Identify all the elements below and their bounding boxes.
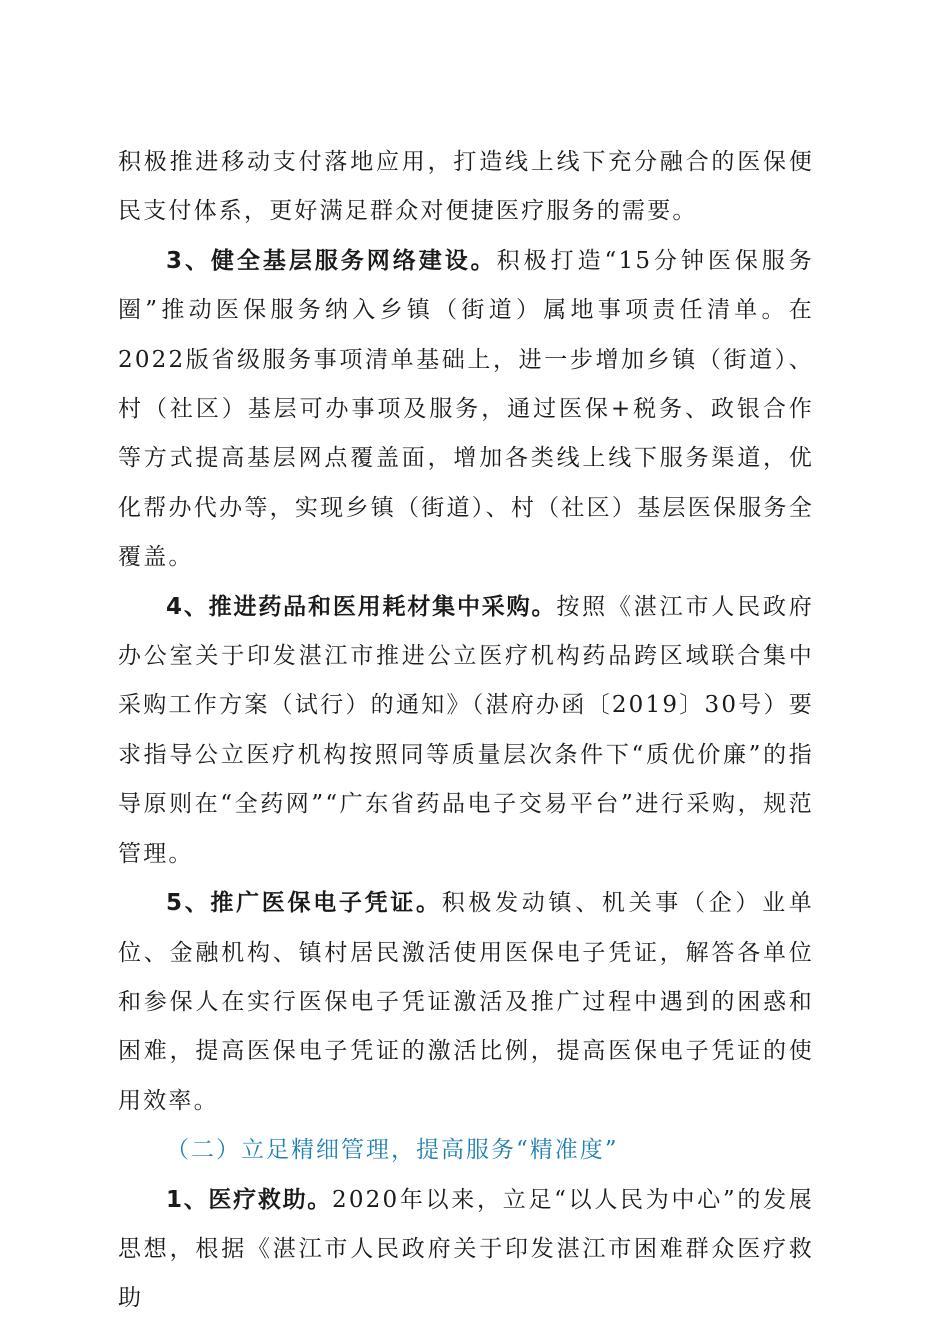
paragraph-lead: 5、推广医保电子凭证。	[166, 890, 442, 917]
paragraph-lead: 1、医疗救助。	[166, 1186, 333, 1213]
paragraph-text: 按照《湛江市人民政府办公室关于印发湛江市推进公立医疗机构药品跨区域联合集中采购工作方案（试行）的通知》（湛府办函〔2019〕30号）要求指导公立医疗机构按照同等质量层次条件下“质优价廉”的指导原则在“全药网”“广东省药品电子交易平台”进行采购，规范管理。	[118, 593, 814, 867]
paragraph-grassroots-service	[118, 237, 814, 583]
paragraph-text: 积极发动镇、机关事（企）业单位、金融机构、镇村居民激活使用医保电子凭证，解答各单位和参保人在实行医保电子凭证激活及推广过程中遇到的困惑和困难，提高医保电子凭证的激活比例，提高医保电子凭证的使用效率。	[118, 890, 814, 1114]
paragraph-text: 积极推进移动支付落地应用，打造线上线下充分融合的医保便民支付体系，更好满足群众对便捷医疗服务的需要。	[118, 149, 814, 225]
paragraph-electronic-voucher	[118, 879, 814, 1126]
paragraph-text: 积极打造“15分钟医保服务圈”推动医保服务纳入乡镇（街道）属地事项责任清单。在2022版省级服务事项清单基础上，进一步增加乡镇（街道）、村（社区）基层可办事项及服务，通过医保+税务、政银合作等方式提高基层网点覆盖面，增加各类线上线下服务渠道，优化帮办代办等，实现乡镇（街道）、村（社区）基层医保服务全覆盖。	[118, 247, 815, 571]
paragraph-text: 2020年以来，立足“以人民为中心”的发展思想，根据《湛江市人民政府关于印发湛江市困难群众医疗救助	[118, 1186, 815, 1312]
section-heading: （二）立足精细管理，提高服务“精准度”	[166, 1137, 619, 1164]
paragraph-lead: 4、推进药品和医用耗材集中采购。	[166, 593, 557, 620]
paragraph-medical-assistance	[118, 1176, 814, 1324]
document-body	[118, 138, 814, 1324]
paragraph-centralized-procurement	[118, 583, 814, 879]
paragraph-mobile-payment	[118, 138, 814, 237]
paragraph-lead: 3、健全基层服务网络建设。	[166, 247, 497, 274]
